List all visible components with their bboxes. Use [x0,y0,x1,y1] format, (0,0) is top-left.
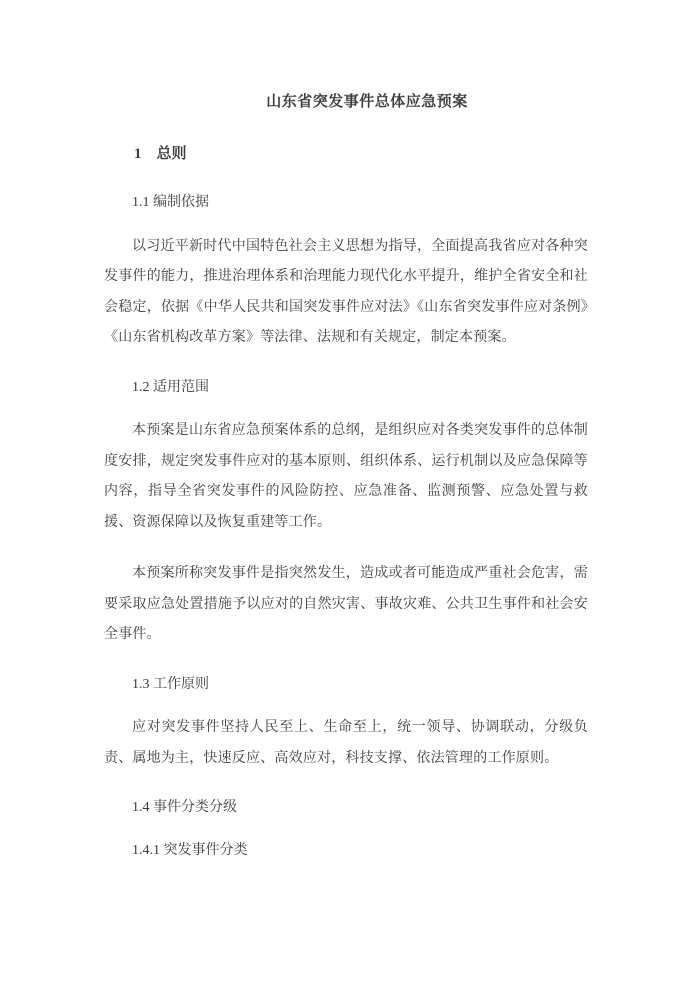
paragraph-emergency-definition: 本预案所称突发事件是指突然发生，造成或者可能造成严重社会危害，需要采取应急处置措施予以应对的自然灾害、事故灾难、公共卫生事件和社会安全事件。 [104,566,588,642]
paragraph-scope-overview: 本预案是山东省应急预案体系的总纲，是组织应对各类突发事件的总体制度安排，规定突发事件应对的基本原则、组织体系、运行机制以及应急保障等内容，指导全省突发事件的风险防控、应急准备、监测预警、应急处置与救援、资源保障以及恢复重建等工作。 [104,423,588,530]
heading-1-4-event-classification-grading: 1.4 事件分类分级 [132,800,237,815]
heading-1-1-compilation-basis: 1.1 编制依据 [132,195,209,210]
heading-1-2-scope-of-application: 1.2 适用范围 [132,379,209,395]
paragraph-compilation-basis: 以习近平新时代中国特色社会主义思想为指导，全面提高我省应对各种突发事件的能力，推进治理体系和治理能力现代化水平提升，维护全省安全和社会稳定，依据《中华人民共和国突发事件应对法》《山东省突发事件应对条例》《山东省机构改革方案》等法律、法规和有关规定，制定本预案。 [104,238,588,345]
document-title: 山东省突发事件总体应急预案 [266,94,468,110]
heading-1-3-working-principles: 1.3 工作原则 [132,676,209,692]
heading-1-general-provisions: 1 总则 [134,145,187,162]
paragraph-working-principles: 应对突发事件坚持人民至上、生命至上，统一领导、协调联动，分级负责、属地为主，快速反应、高效应对，科技支撑、依法管理的工作原则。 [104,720,588,766]
heading-1-4-1-event-classification: 1.4.1 突发事件分类 [132,842,248,858]
